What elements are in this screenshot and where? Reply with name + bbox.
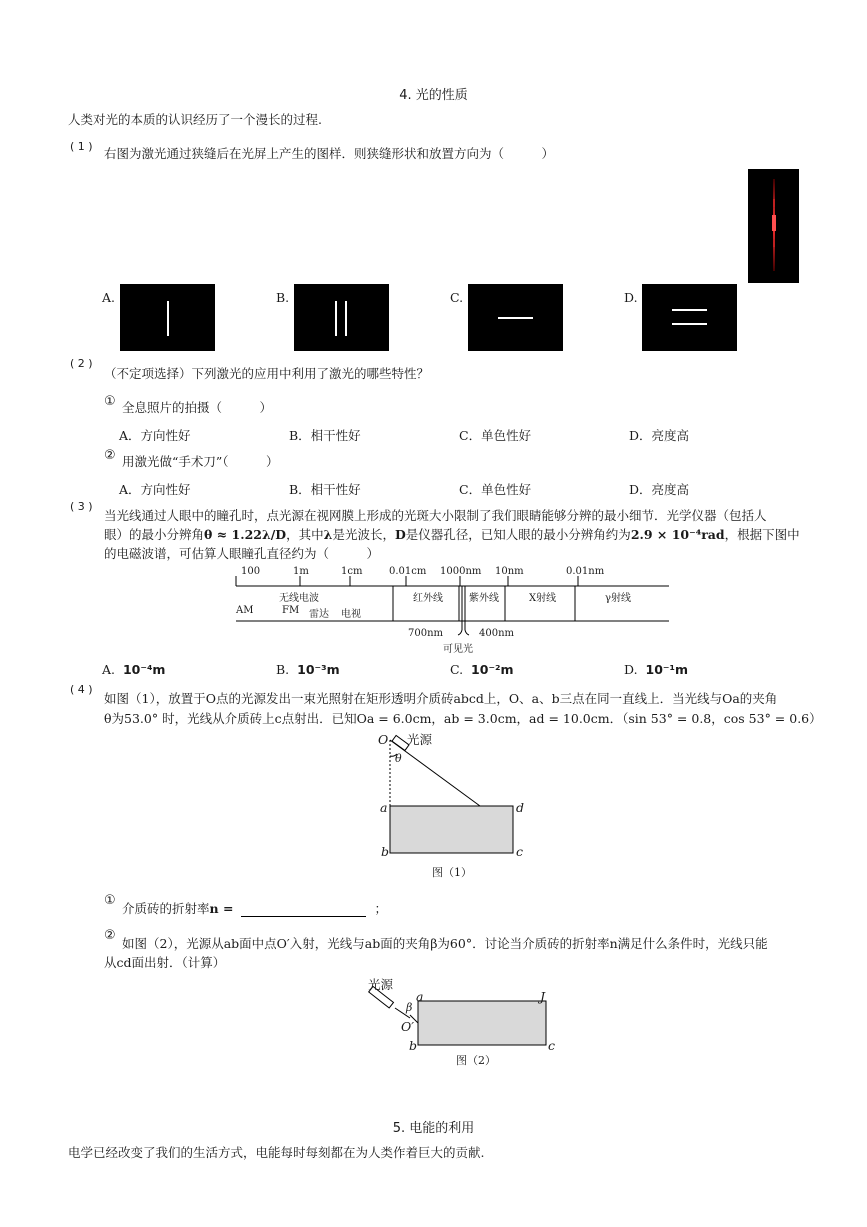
q2-sub2-mark: ② [104, 448, 116, 463]
q1-option-b-label: B. [276, 290, 290, 305]
tick-10nm: 10nm [495, 566, 524, 577]
q1-option-d-image[interactable] [642, 284, 737, 351]
q3-option-c[interactable] [450, 662, 514, 677]
fig2-caption: 图（2） [456, 1054, 496, 1067]
label-700nm: 700nm [408, 628, 444, 639]
q3-option-a-label: A. [102, 662, 116, 677]
aperture-symbol: D [394, 527, 406, 542]
q4-sub1-mark: ① [104, 893, 116, 908]
radio-fm: FM [282, 605, 300, 616]
q4-line-1: 如图（1），放置于O点的光源发出一束光照射在矩形透明介质砖abcd上，O、a、b三点在同一直线上．当光线与Oa的夹角 [104, 691, 778, 706]
min-angle-value: 2.9 × 10⁻⁴rad [630, 527, 725, 542]
q2-text: （不定项选择）下列激光的应用中利用了激光的哪些特性？ [104, 366, 430, 381]
fig1-caption: 图（1） [432, 866, 472, 879]
q3-option-b-label: B. [276, 662, 290, 677]
tick-001nm: 0.01nm [566, 566, 605, 577]
lambda-symbol: λ [323, 527, 333, 542]
fig1-point-c: c [516, 844, 524, 859]
band-ultraviolet: 紫外线 [469, 593, 499, 604]
fig1-point-o: O [378, 732, 389, 747]
q2-sub2-choice-a[interactable]: A．方向性好 [119, 482, 191, 497]
q3-option-b-value: 10⁻³m [297, 662, 340, 677]
q3-line-3: 的电磁波谱，可估算人眼瞳孔直径约为（ ） [104, 546, 380, 561]
q4-number: ( 4 ) [70, 683, 93, 696]
section-4-title: 4. 光的性质 [399, 88, 468, 103]
band-radio: 无线电波 [279, 593, 319, 604]
fig1-source-label: 光源 [407, 732, 433, 747]
radio-radar: 雷达 [309, 609, 329, 620]
q2-sub2-text: 用激光做“手术刀”（ ） [122, 454, 279, 469]
q1-option-d-label: D. [624, 290, 638, 305]
q1-option-c-image[interactable] [468, 284, 563, 351]
q1-option-b-image[interactable] [294, 284, 389, 351]
q3-option-a[interactable] [102, 662, 165, 677]
refractive-index-n: n = [209, 901, 234, 916]
fig1-theta-label: θ [395, 752, 402, 765]
tick-1cm: 1cm [341, 566, 363, 577]
q3-line-2-b: ，其中 [286, 527, 324, 542]
radio-tv: 电视 [341, 609, 361, 620]
q3-number: ( 3 ) [70, 500, 93, 513]
fig2-source-label: 光源 [368, 977, 394, 992]
q1-text: 右图为激光通过狭缝后在光屏上产生的图样．则狭缝形状和放置方向为（ ） [104, 146, 555, 161]
tick-1000nm: 1000nm [440, 566, 482, 577]
q4-sub1-line [122, 899, 387, 917]
fig1-point-b: b [381, 844, 390, 859]
q3-line-2 [104, 525, 800, 543]
radio-am: AM [236, 605, 254, 616]
label-400nm: 400nm [479, 628, 515, 639]
q2-sub1-choice-a[interactable]: A．方向性好 [119, 428, 191, 443]
q4-line-2: θ为53.0° 时，光线从介质砖上c点射出．已知Oa = 6.0cm，ab = 3.0cm，ad = 10.0cm．（sin 53° = 0.8，cos 53° = 0.6） [104, 711, 822, 726]
tick-100: 100 [241, 566, 261, 577]
q3-option-c-value: 10⁻²m [471, 662, 514, 677]
q4-sub1-text: 介质砖的折射率 [122, 901, 210, 916]
q3-option-a-value: 10⁻⁴m [122, 662, 166, 677]
q4-sub2-line-1: 如图（2），光源从ab面中点O′入射，光线与ab面的夹角β为60°．讨论当介质砖的折射率n满足什么条件时，光线只能 [122, 936, 768, 951]
fig2-point-b: b [409, 1038, 418, 1053]
q3-line-2-d: 是仪器孔径，已知人眼的最小分辨角约为 [405, 527, 631, 542]
tick-1m: 1m [293, 566, 309, 577]
q2-number: ( 2 ) [70, 357, 93, 370]
q3-option-d-label: D. [624, 662, 638, 677]
fig2-point-a: a [416, 989, 424, 1004]
answer-blank[interactable] [241, 904, 366, 917]
q2-sub2-choice-c[interactable]: C．单色性好 [459, 482, 532, 497]
q1-option-c-label: C. [450, 290, 464, 305]
q2-sub1-text: 全息照片的拍摄（ ） [122, 400, 273, 415]
q2-sub1-choice-c[interactable]: C．单色性好 [459, 428, 532, 443]
em-spectrum-diagram [233, 564, 670, 654]
vertical-slit-2 [345, 301, 347, 336]
q2-sub2-choice-b[interactable]: B．相干性好 [289, 482, 361, 497]
section-4-intro: 人类对光的本质的认识经历了一个漫长的过程. [68, 112, 322, 127]
vertical-slit [167, 301, 169, 336]
q1-option-a-label: A. [102, 290, 116, 305]
figure-1-graphic [370, 728, 530, 858]
q3-option-d[interactable] [624, 662, 688, 677]
q1-number: ( 1 ) [70, 140, 93, 153]
q4-sub1-end: ； [374, 901, 387, 916]
fig2-point-j: J [540, 989, 546, 1004]
q2-sub1-mark: ① [104, 394, 116, 409]
figure-1 [370, 728, 530, 878]
section-5-intro: 电学已经改变了我们的生活方式，电能每时每刻都在为人类作着巨大的贡献. [68, 1145, 485, 1160]
fig1-point-a: a [380, 800, 388, 815]
fig2-point-o: O′ [401, 1019, 415, 1034]
resolution-formula: θ ≈ 1.22λ/D [204, 527, 287, 542]
q3-option-c-label: C. [450, 662, 464, 677]
figure-2 [360, 975, 560, 1070]
q3-option-b[interactable] [276, 662, 340, 677]
q2-sub1-choice-b[interactable]: B．相干性好 [289, 428, 361, 443]
band-infrared: 红外线 [413, 593, 443, 604]
band-xray: X射线 [529, 593, 557, 604]
horizontal-slit-2 [672, 323, 707, 325]
q3-line-2-c: 是光波长， [332, 527, 395, 542]
vertical-slit-1 [335, 301, 337, 336]
q4-sub2-line-2: 从cd面出射．（计算） [104, 955, 226, 970]
fig2-beta-label: β [406, 1001, 413, 1014]
q3-line-2-a: 眼）的最小分辨角 [104, 527, 205, 542]
label-visible-light: 可见光 [443, 644, 473, 655]
horizontal-slit [498, 317, 533, 319]
diffraction-pattern-image [748, 169, 799, 283]
tick-001cm: 0.01cm [389, 566, 427, 577]
band-gamma: γ射线 [605, 593, 631, 604]
q3-option-d-value: 10⁻¹m [645, 662, 689, 677]
fig1-point-d: d [516, 800, 525, 815]
q1-option-a-image[interactable] [120, 284, 215, 351]
q4-sub2-mark: ② [104, 928, 116, 943]
q2-sub1-choice-d[interactable]: D．亮度高 [629, 428, 690, 443]
horizontal-slit-1 [672, 309, 707, 311]
diffraction-pattern-graphic [748, 169, 799, 283]
q3-line-1: 当光线通过人眼中的瞳孔时，点光源在视网膜上形成的光斑大小限制了我们眼睛能够分辨的最小细节．光学仪器（包括人 [104, 508, 767, 523]
q2-sub2-choice-d[interactable]: D．亮度高 [629, 482, 690, 497]
fig2-point-c: c [548, 1038, 556, 1053]
section-5-title: 5. 电能的利用 [392, 1121, 475, 1136]
q3-line-2-e: ，根据下图中 [724, 527, 800, 542]
